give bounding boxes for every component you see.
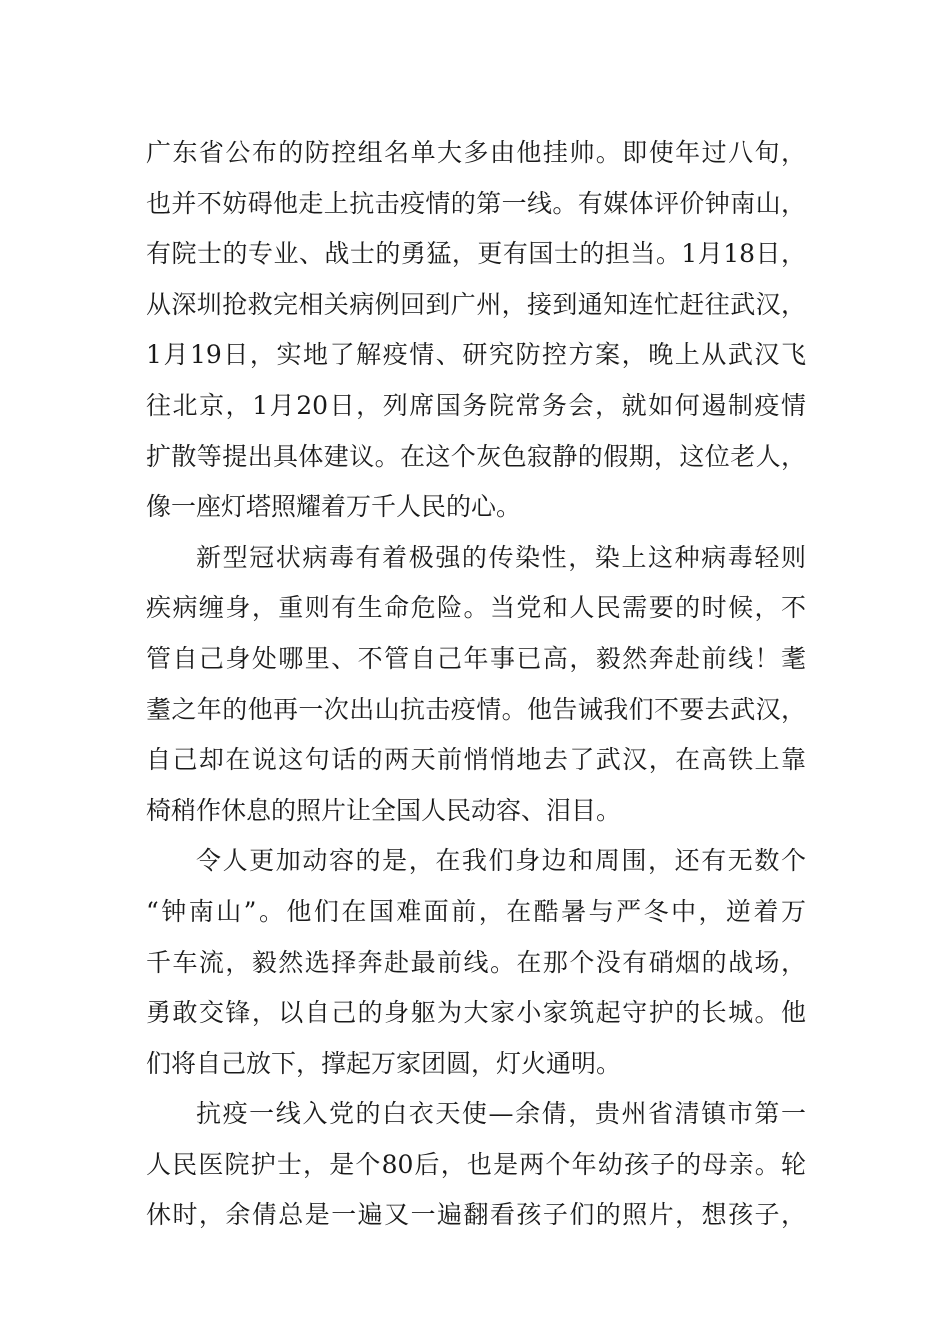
text-line: 1月19日，实地了解疫情、研究防控方案，晚上从武汉飞 [146, 340, 806, 370]
text-line: 令人更加动容的是，在我们身边和周围，还有无数个 [196, 846, 806, 876]
text-line: 管自己身处哪里、不管自己年事已高，毅然奔赴前线！耄 [146, 643, 806, 673]
text-line: 往北京，1月20日，列席国务院常务会，就如何遏制疫情 [146, 390, 806, 420]
text-line: 休时，余倩总是一遍又一遍翻看孩子们的照片，想孩子， [146, 1200, 806, 1230]
text-line: 广东省公布的防控组名单大多由他挂帅。即使年过八旬， [146, 138, 806, 167]
text-line: 耋之年的他再一次出山抗击疫情。他告诫我们不要去武汉， [146, 694, 806, 724]
document-body [146, 128, 806, 1241]
text-line: 人民医院护士，是个80后，也是两个年幼孩子的母亲。轮 [146, 1149, 806, 1179]
paragraph-1 [146, 128, 806, 533]
text-line: 抗疫一线入党的白衣天使—余倩，贵州省清镇市第一 [196, 1099, 806, 1129]
text-line: “钟南山”。他们在国难面前，在酷暑与严冬中，逆着万 [146, 896, 806, 926]
text-line: 疾病缠身，重则有生命危险。当党和人民需要的时候，不 [146, 593, 806, 623]
text-line: 们将自己放下，撑起万家团圆，灯火通明。 [146, 1048, 622, 1078]
text-line: 像一座灯塔照耀着万千人民的心。 [146, 492, 522, 522]
text-line: 扩散等提出具体建议。在这个灰色寂静的假期，这位老人， [146, 441, 806, 471]
text-line: 椅稍作休息的照片让全国人民动容、泪目。 [146, 795, 622, 825]
paragraph-3 [146, 836, 806, 1089]
text-line: 也并不妨碍他走上抗击疫情的第一线。有媒体评价钟南山， [146, 188, 806, 218]
paragraph-4 [146, 1089, 806, 1241]
text-line: 千车流，毅然选择奔赴最前线。在那个没有硝烟的战场， [146, 947, 806, 977]
paragraph-2 [146, 533, 806, 837]
text-line: 勇敢交锋，以自己的身躯为大家小家筑起守护的长城。他 [146, 998, 806, 1028]
text-line: 有院士的专业、战士的勇猛，更有国士的担当。1月18日， [146, 239, 806, 269]
text-line: 自己却在说这句话的两天前悄悄地去了武汉，在高铁上靠 [146, 745, 806, 775]
text-line: 从深圳抢救完相关病例回到广州，接到通知连忙赶往武汉， [146, 289, 806, 319]
text-line: 新型冠状病毒有着极强的传染性，染上这种病毒轻则 [196, 542, 806, 572]
